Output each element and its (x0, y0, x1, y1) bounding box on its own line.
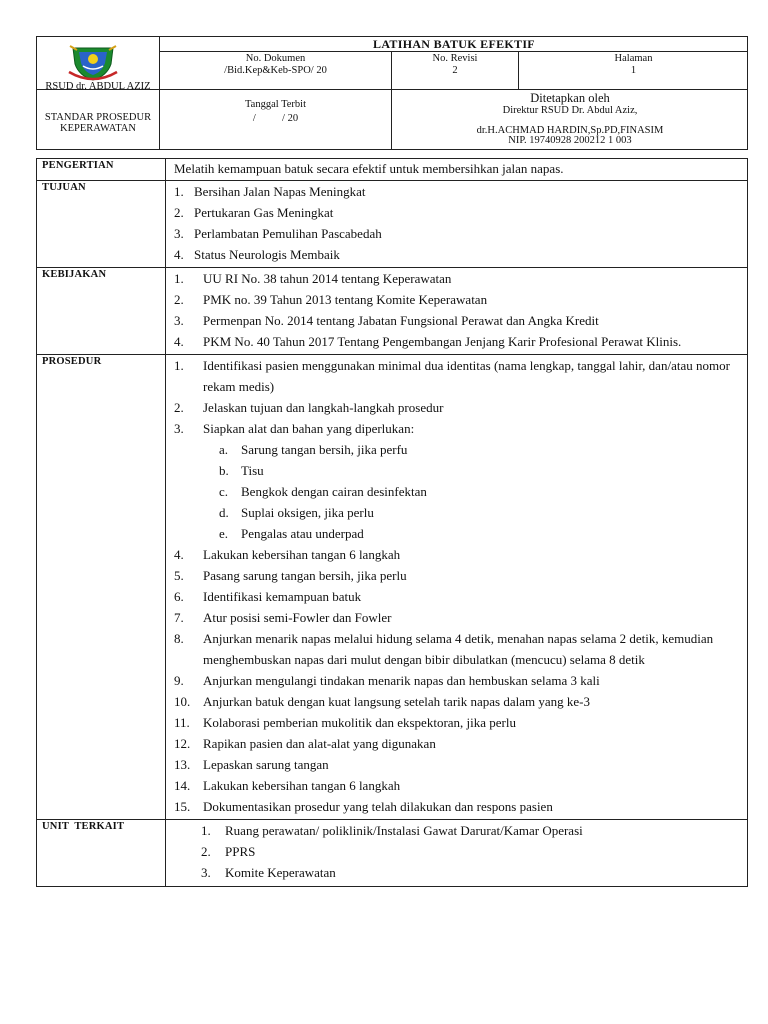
no-revisi-value: 2 (452, 65, 458, 76)
ditetapkan-nip: NIP. 19740928 200212 1 003 (508, 135, 632, 146)
kebijakan-list (174, 268, 739, 352)
list-item-number: 2. (174, 400, 184, 415)
document-header (36, 36, 748, 150)
prosedur-list-continued (174, 544, 739, 817)
tujuan-cell (166, 181, 748, 268)
ditetapkan-name: dr.H.ACHMAD HARDIN,Sp.PD,FINASIM (476, 125, 664, 136)
list-item (174, 355, 739, 397)
list-item-text: Pengalas atau underpad (241, 526, 364, 541)
list-item-text: Lakukan kebersihan tangan 6 langkah (203, 547, 401, 562)
list-item (174, 310, 739, 331)
list-item-number: 10. (174, 694, 191, 709)
list-item-text: Sarung tangan bersih, jika perfu (241, 442, 408, 457)
list-item-number: 12. (174, 736, 191, 751)
list-item-number: 13. (174, 757, 191, 772)
list-item-text: Kolaborasi pemberian mukolitik dan ekspektoran, jika perlu (203, 715, 516, 730)
halaman-label: Halaman (614, 53, 653, 64)
list-item-text: Komite Keperawatan (225, 865, 336, 880)
row-kebijakan (37, 268, 748, 355)
list-item (201, 820, 739, 841)
list-item-number: 9. (174, 673, 184, 688)
list-item-number: 4. (174, 547, 184, 562)
document-title: LATIHAN BATUK EFEKTIF (373, 37, 535, 51)
list-item (174, 544, 739, 565)
list-item-text: Anjurkan menarik napas melalui hidung selama 4 detik, menahan napas selama 2 detik, kemudian menghembuskan napas dari mulut dengan bibir dibulatkan (mencucu) selama 8 detik (203, 631, 714, 667)
list-item-text: Rapikan pasien dan alat-alat yang digunakan (203, 736, 436, 751)
list-item (219, 481, 739, 502)
list-item-text: Ruang perawatan/ poliklinik/Instalasi Gawat Darurat/Kamar Operasi (225, 823, 583, 838)
list-item (201, 841, 739, 862)
list-item-text: Anjurkan mengulangi tindakan menarik napas dan hembuskan selama 3 kali (203, 673, 600, 688)
list-item-number: 1. (174, 271, 184, 286)
ditetapkan-role: Direktur RSUD Dr. Abdul Aziz, (502, 105, 638, 116)
list-item-text: PKM No. 40 Tahun 2017 Tentang Pengembangan Jenjang Karir Profesional Perawat Klinis. (203, 334, 682, 349)
list-item (174, 628, 739, 670)
list-item (174, 607, 739, 628)
label-pengertian: PENGERTIAN (37, 159, 166, 181)
list-item (174, 733, 739, 754)
list-item-text: Lepaskan sarung tangan (203, 757, 329, 772)
list-item-number: 3. (174, 313, 184, 328)
pengertian-text: Melatih kemampuan batuk secara efektif untuk membersihkan jalan napas. (166, 159, 748, 181)
no-dokumen-value: /Bid.Kep&Keb-SPO/ 20 (224, 65, 327, 76)
list-item-number: 7. (174, 610, 184, 625)
list-item-text: UU RI No. 38 tahun 2014 tentang Keperawatan (203, 271, 452, 286)
hospital-logo-icon (67, 42, 119, 82)
list-item-text: Identifikasi pasien menggunakan minimal dua identitas (nama lengkap, tanggal lahir, dan/atau nomor rekam medis) (203, 358, 730, 394)
list-item-text: Anjurkan batuk dengan kuat langsung setelah tarik napas dalam yang ke-3 (203, 694, 590, 709)
list-item-number: 8. (174, 631, 184, 646)
list-item-text: Bersihan Jalan Napas Meningkat (194, 184, 366, 199)
list-item-text: Dokumentasikan prosedur yang telah dilakukan dan respons pasien (203, 799, 553, 814)
list-item-text: Permenpan No. 2014 tentang Jabatan Fungsional Perawat dan Angka Kredit (203, 313, 599, 328)
list-item (174, 586, 739, 607)
list-item-number: 1. (201, 823, 211, 838)
list-item-number: 3. (174, 226, 184, 241)
list-item (201, 862, 739, 883)
list-item (174, 670, 739, 691)
list-item-number: b. (219, 463, 229, 478)
unit-terkait-list (201, 820, 739, 883)
list-item (219, 502, 739, 523)
list-item (174, 397, 739, 418)
list-item-text: Perlambatan Pemulihan Pascabedah (194, 226, 382, 241)
list-item (174, 331, 739, 352)
list-item-number: 4. (174, 247, 184, 262)
list-item (174, 268, 739, 289)
list-item-text: Lakukan kebersihan tangan 6 langkah (203, 778, 401, 793)
row-pengertian (37, 159, 748, 181)
list-item-number: 2. (174, 292, 184, 307)
list-item (174, 202, 739, 223)
list-item-text: Identifikasi kemampuan batuk (203, 589, 362, 604)
list-item (219, 460, 739, 481)
list-item-number: 1. (174, 184, 184, 199)
list-item-number: 14. (174, 778, 191, 793)
list-item (174, 775, 739, 796)
list-item-number: 4. (174, 334, 184, 349)
tanggal-terbit-value: / / 20 (252, 113, 299, 124)
list-item-number: 11. (174, 715, 190, 730)
prosedur-list (174, 355, 739, 439)
list-item (174, 691, 739, 712)
list-item-number: 6. (174, 589, 184, 604)
list-item (174, 244, 739, 265)
list-item-number: 5. (174, 568, 184, 583)
list-item (174, 181, 739, 202)
list-item (219, 439, 739, 460)
list-item-number: 2. (201, 844, 211, 859)
list-item (174, 754, 739, 775)
list-item-number: c. (219, 484, 229, 499)
list-item-text: Bengkok dengan cairan desinfektan (241, 484, 427, 499)
list-item-number: 15. (174, 799, 191, 814)
list-item-text: Siapkan alat dan bahan yang diperlukan: (203, 421, 415, 436)
unit-terkait-cell (166, 820, 748, 887)
list-item-number: d. (219, 505, 229, 520)
tujuan-list (174, 181, 739, 265)
list-item-text: Jelaskan tujuan dan langkah-langkah prosedur (203, 400, 444, 415)
list-item-text: Tisu (241, 463, 264, 478)
list-item-text: Suplai oksigen, jika perlu (241, 505, 374, 520)
label-unit-terkait: UNIT TERKAIT (37, 820, 166, 887)
list-item-number: 3. (201, 865, 211, 880)
kebijakan-cell (166, 268, 748, 355)
list-item-number: e. (219, 526, 229, 541)
row-unit-terkait (37, 820, 748, 887)
halaman-value: 1 (630, 65, 637, 76)
prosedur-cell (166, 355, 748, 820)
list-item (174, 565, 739, 586)
ditetapkan-label: Ditetapkan oleh (530, 91, 610, 105)
list-item (174, 418, 739, 439)
list-item (219, 523, 739, 544)
list-item (174, 796, 739, 817)
list-item-number: 2. (174, 205, 184, 220)
no-revisi-label: No. Revisi (432, 53, 478, 64)
no-dokumen-label: No. Dokumen (245, 53, 306, 64)
label-prosedur: PROSEDUR (37, 355, 166, 820)
list-item-number: 3. (174, 421, 184, 436)
list-item-text: PMK no. 39 Tahun 2013 tentang Komite Keperawatan (203, 292, 488, 307)
prosedur-sublist (174, 439, 739, 544)
label-kebijakan: KEBIJAKAN (37, 268, 166, 355)
hospital-name: RSUD dr. ABDUL AZIZ (45, 81, 151, 92)
procedure-table (36, 158, 748, 887)
list-item-text: Status Neurologis Membaik (194, 247, 340, 262)
list-item (174, 223, 739, 244)
document-type: STANDAR PROSEDUR KEPERAWATAN (44, 112, 152, 134)
list-item-text: Atur posisi semi-Fowler dan Fowler (203, 610, 392, 625)
list-item-number: a. (219, 442, 229, 457)
tanggal-terbit-label: Tanggal Terbit (244, 99, 307, 110)
row-tujuan (37, 181, 748, 268)
list-item (174, 712, 739, 733)
label-tujuan: TUJUAN (37, 181, 166, 268)
list-item-text: Pertukaran Gas Meningkat (194, 205, 334, 220)
list-item (174, 289, 739, 310)
row-prosedur (37, 355, 748, 820)
list-item-text: Pasang sarung tangan bersih, jika perlu (203, 568, 407, 583)
list-item-text: PPRS (225, 844, 256, 859)
list-item-number: 1. (174, 358, 184, 373)
